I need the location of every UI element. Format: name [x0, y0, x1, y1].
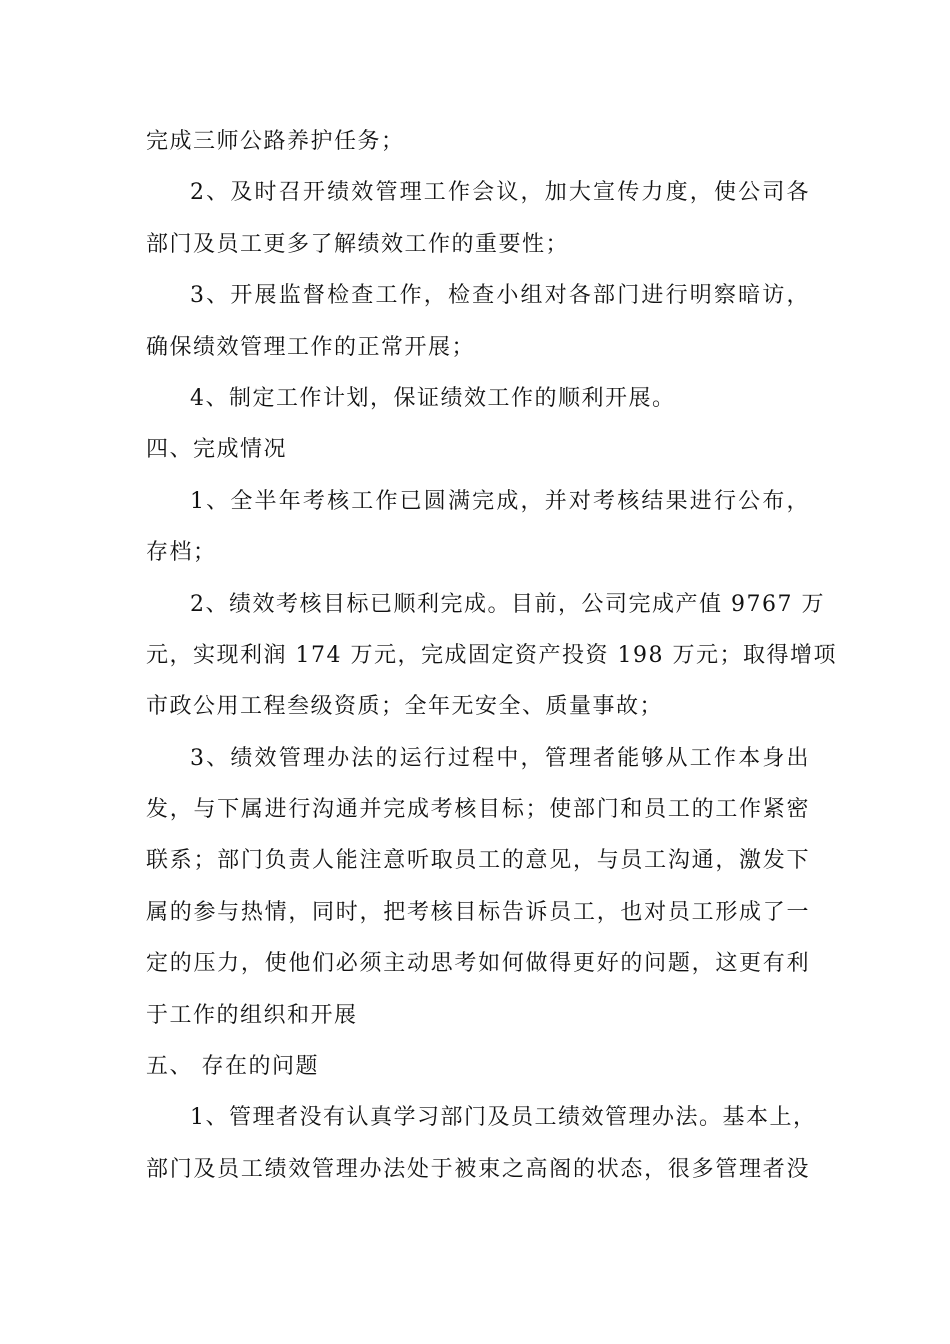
- text-line: 1、管理者没有认真学习部门及员工绩效管理办法。基本上，: [190, 1105, 817, 1131]
- text-line: 元，实现利润 174 万元，完成固定资产投资 198 万元；取得增项: [146, 642, 837, 668]
- text-line: 2、及时召开绩效管理工作会议，加大宣传力度，使公司各: [190, 180, 810, 206]
- text-line: 定的压力，使他们必须主动思考如何做得更好的问题，这更有利: [146, 951, 810, 977]
- text-line: 2、绩效考核目标已顺利完成。目前，公司完成产值 9767 万: [190, 591, 825, 617]
- text-line: 四、完成情况: [146, 437, 288, 463]
- text-line: 部门及员工绩效管理办法处于被束之高阁的状态，很多管理者没: [146, 1156, 810, 1182]
- text-line: 五、 存在的问题: [146, 1054, 319, 1080]
- text-line: 发，与下属进行沟通并完成考核目标；使部门和员工的工作紧密: [146, 797, 810, 823]
- text-line: 1、全半年考核工作已圆满完成，并对考核结果进行公布，: [190, 488, 810, 514]
- text-line: 市政公用工程叁级资质；全年无安全、质量事故；: [146, 694, 664, 720]
- text-line: 3、绩效管理办法的运行过程中，管理者能够从工作本身出: [190, 745, 810, 771]
- text-line: 于工作的组织和开展: [146, 1002, 358, 1028]
- text-line: 3、开展监督检查工作，检查小组对各部门进行明察暗访，: [190, 283, 810, 309]
- text-line: 存档；: [146, 540, 217, 566]
- text-line: 确保绩效管理工作的正常开展；: [146, 334, 476, 360]
- text-line: 属的参与热情，同时，把考核目标告诉员工，也对员工形成了一: [146, 899, 810, 925]
- document-body: [146, 122, 837, 1201]
- text-line: 4、制定工作计划，保证绩效工作的顺利开展。: [190, 385, 676, 411]
- text-line: 部门及员工更多了解绩效工作的重要性；: [146, 231, 570, 257]
- text-line: 联系；部门负责人能注意听取员工的意见，与员工沟通，激发下: [146, 848, 810, 874]
- text-line: 完成三师公路养护任务；: [146, 129, 405, 154]
